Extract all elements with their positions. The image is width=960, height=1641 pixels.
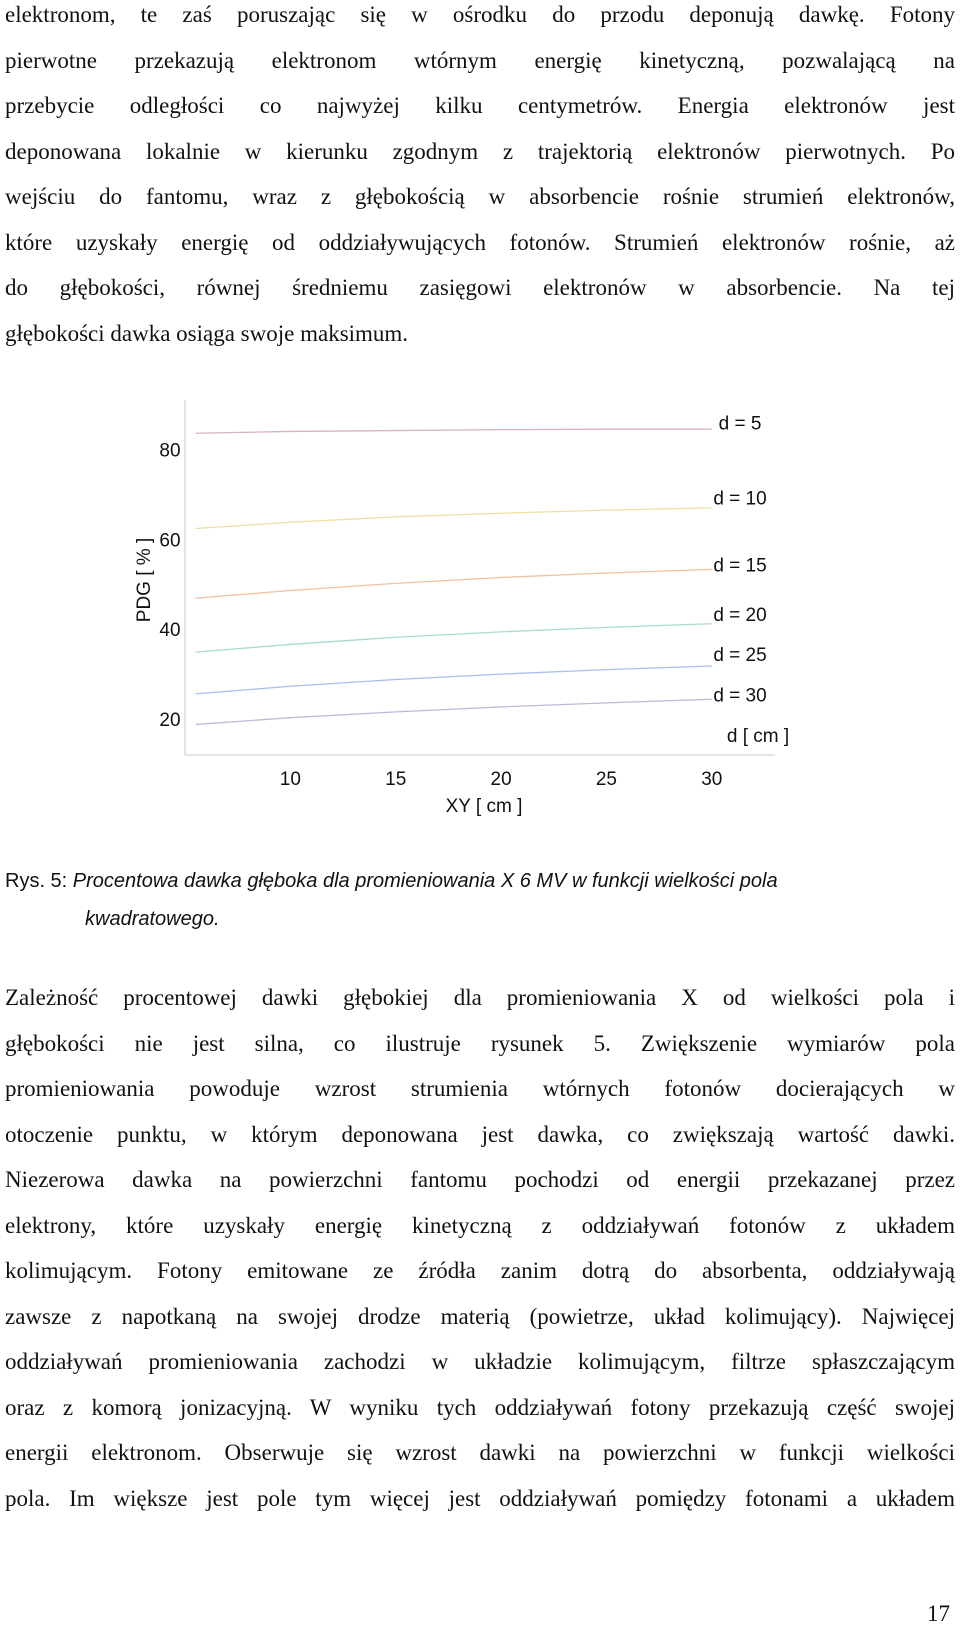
caption-text-continued: kwadratowego. xyxy=(85,908,220,930)
pdd-chart xyxy=(0,400,960,860)
series-label: d = 15 xyxy=(713,555,767,577)
top-paragraph xyxy=(5,0,955,356)
text-line: promieniowania powoduje wzrost strumienia wtórnych fotonów docierających w xyxy=(5,1076,955,1101)
x-tick-label: 15 xyxy=(385,769,407,790)
text-line: przebycie odległości co najwyżej kilku centymetrów. Energia elektronów jest xyxy=(5,93,955,118)
text-line: Zależność procentowej dawki głębokiej dla promieniowania X od wielkości pola i xyxy=(5,985,955,1010)
x-tick-label: 25 xyxy=(595,769,617,790)
text-line: do głębokości, równej średniemu zasięgowi elektronów w absorbencie. Na tej xyxy=(5,275,955,300)
x-tick-label: 20 xyxy=(490,769,512,790)
caption-text: Procentowa dawka głęboka dla promieniowania X 6 MV w funkcji wielkości pola xyxy=(72,870,778,892)
text-line: zawsze z napotkaną na swojej drodze materią (powietrze, układ kolimujący). Najwięcej xyxy=(5,1303,955,1329)
text-line: oraz z komorą jonizacyjną. W wyniku tych oddziaływań fotony przekazują część swojej xyxy=(5,1394,955,1420)
caption-label: Rys. 5: xyxy=(5,870,73,892)
series-line xyxy=(196,699,712,724)
series-label: d = 10 xyxy=(713,488,767,510)
text-line: wejściu do fantomu, wraz z głębokością w absorbencie rośnie strumień elektronów, xyxy=(5,184,955,209)
text-line: pierwotne przekazują elektronom wtórnym energię kinetyczną, pozwalającą na xyxy=(5,47,955,73)
x-tick-label: 30 xyxy=(701,769,723,790)
series-line xyxy=(196,666,712,694)
bottom-paragraph xyxy=(5,975,955,1521)
series-line xyxy=(196,429,712,433)
y-tick-label: 40 xyxy=(159,620,181,642)
series-line xyxy=(196,624,712,652)
series-line xyxy=(196,569,712,598)
y-tick-label: 20 xyxy=(159,710,181,732)
text-line: elektronom, te zaś poruszając się w ośrodku do przodu deponują dawkę. Fotony xyxy=(5,2,955,27)
y-axis-label: PDG [ % ] xyxy=(134,537,155,623)
page-number: 17 xyxy=(927,1601,950,1626)
series-line xyxy=(196,508,712,529)
series-label: d = 30 xyxy=(713,685,767,707)
figure-caption xyxy=(5,862,955,938)
text-line: elektrony, które uzyskały energię kinetyczną z oddziaływań fotonów z układem xyxy=(5,1212,955,1238)
text-line: otoczenie punktu, w którym deponowana jest dawka, co zwiększają wartość dawki. xyxy=(5,1121,955,1147)
text-line: pola. Im większe jest pole tym więcej jest oddziaływań pomiędzy fotonami a układem xyxy=(5,1485,955,1511)
text-line: energii elektronom. Obserwuje się wzrost dawki na powierzchni w funkcji wielkości xyxy=(5,1440,955,1465)
text-line: deponowana lokalnie w kierunku zgodnym z trajektorią elektronów pierwotnych. Po xyxy=(5,138,955,164)
legend-title: d [ cm ] xyxy=(726,726,790,747)
text-line: głębokości dawka osiąga swoje maksimum. xyxy=(5,320,409,346)
text-line: oddziaływań promieniowania zachodzi w układzie kolimującym, filtrze spłaszczającym xyxy=(5,1349,955,1374)
series-label: d = 25 xyxy=(713,644,767,666)
y-tick-label: 80 xyxy=(159,440,181,462)
x-tick-label: 10 xyxy=(279,769,301,790)
series-label: d = 20 xyxy=(713,604,767,626)
text-line: które uzyskały energię od oddziaływujących fotonów. Strumień elektronów rośnie, aż xyxy=(5,229,955,255)
text-line: głębokości nie jest silna, co ilustruje rysunek 5. Zwiększenie wymiarów pola xyxy=(5,1030,955,1056)
y-tick-label: 60 xyxy=(159,530,181,552)
pdd-figure xyxy=(0,400,960,860)
x-axis-label: XY [ cm ] xyxy=(445,796,523,817)
text-line: Niezerowa dawka na powierzchni fantomu pochodzi od energii przekazanej przez xyxy=(5,1167,955,1192)
text-line: kolimującym. Fotony emitowane ze źródła zanim dotrą do absorbenta, oddziaływają xyxy=(5,1258,955,1283)
series-label: d = 5 xyxy=(718,413,762,435)
